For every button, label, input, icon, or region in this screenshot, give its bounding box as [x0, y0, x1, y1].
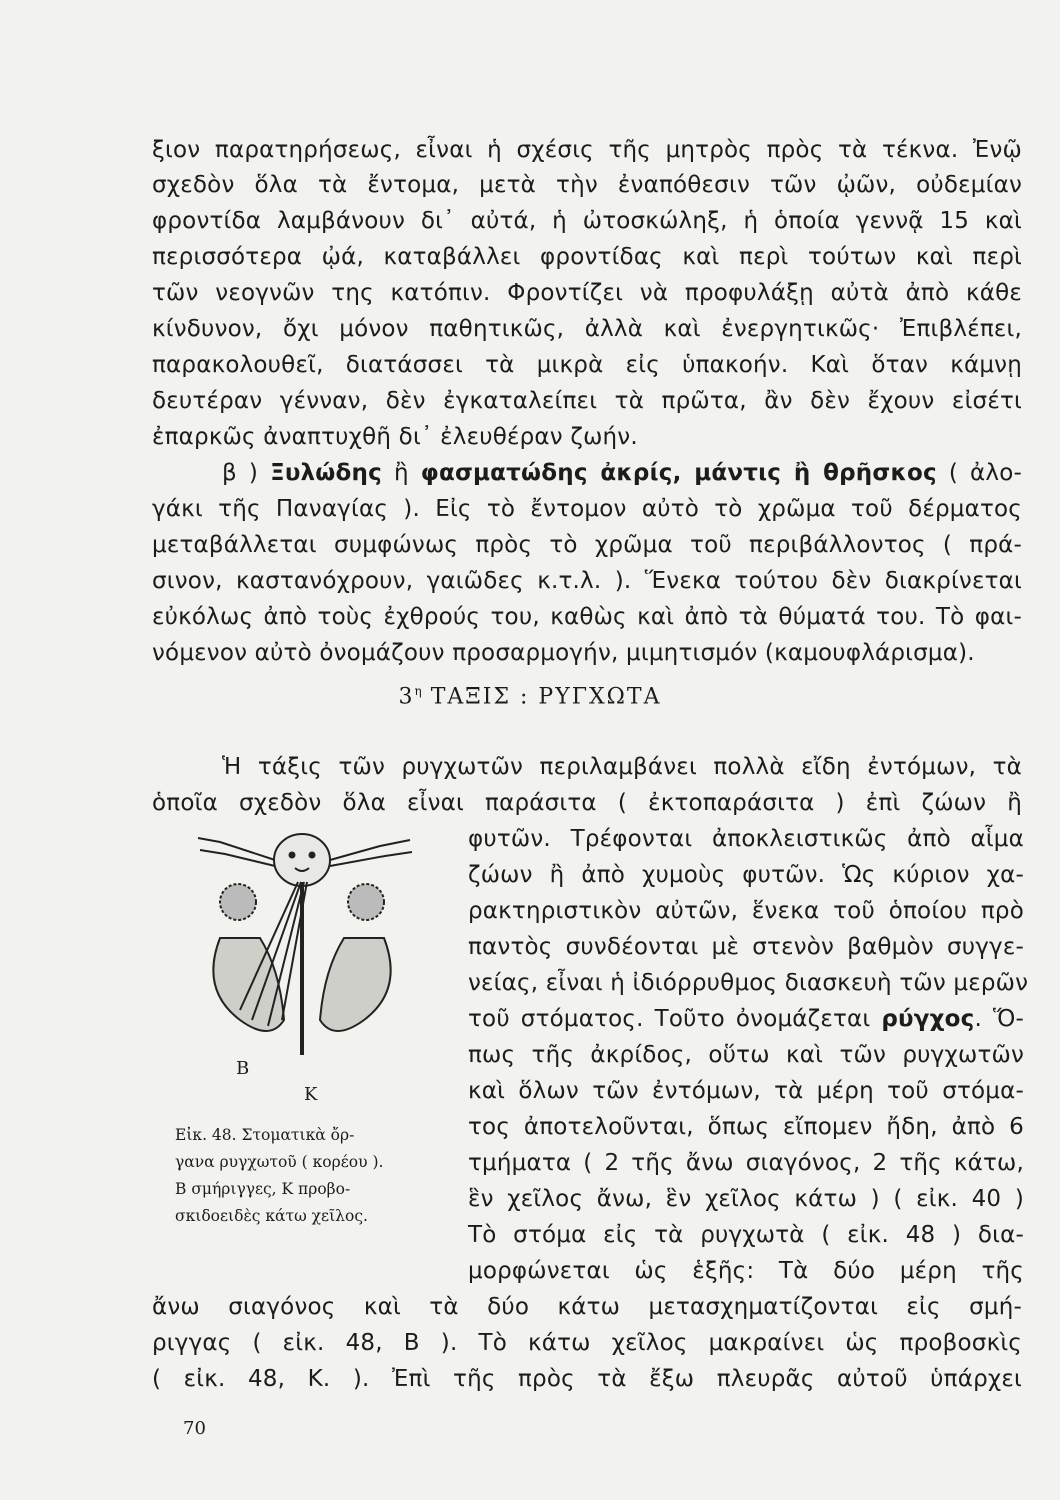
text-line: ξιον παρατηρήσεως, εἶναι ἡ σχέσις τῆς μητρὸς πρὸς τὰ τέκνα. Ἐνῷ: [152, 137, 1022, 163]
figure-48: [180, 820, 450, 1120]
text-line: εὐκόλως ἀπὸ τοὺς ἐχθρούς του, καθὼς καὶ ἀπὸ τὰ θύματά του. Τὸ φαι-: [152, 604, 1022, 630]
text-line: ζώων ἢ ἀπὸ χυμοὺς φυτῶν. Ὡς κύριον χα-: [468, 862, 1024, 888]
figure-label-k: Κ: [304, 1084, 318, 1105]
text-line: καὶ ὅλων τῶν ἐντόμων, τὰ μέρη τοῦ στόμα-: [468, 1078, 1024, 1104]
section-b-suffix: ( ἀλο-: [936, 460, 1023, 486]
text-line: ( εἰκ. 48, Κ. ). Ἐπὶ τῆς πρὸς τὰ ἔξω πλευρᾶς αὐτοῦ ὑπάρχει: [152, 1366, 1022, 1392]
insect-mouthparts-illustration: [180, 820, 450, 1060]
figure-label-b: Β: [236, 1058, 250, 1079]
text-line: τῶν νεογνῶν της κατόπιν. Φροντίζει νὰ προφυλάξῃ αὐτὰ ἀπὸ κάθε: [152, 280, 1022, 306]
text-line: ριγγας ( εἰκ. 48, Β ). Τὸ κάτω χεῖλος μακραίνει ὡς προβοσκὶς: [152, 1330, 1022, 1356]
section-b-prefix: β ): [222, 460, 271, 486]
text-line-rhynchos: [468, 1005, 1024, 1033]
text-line: ἓν χεῖλος ἄνω, ἓν χεῖλος κάτω ) ( εἰκ. 40 ): [468, 1186, 1024, 1212]
text-line: ρακτηριστικὸν αὐτῶν, ἕνεκα τοῦ ὁποίου πρὸ: [468, 898, 1024, 924]
text-line: φυτῶν. Τρέφονται ἀποκλειστικῶς ἀπὸ αἷμα: [468, 826, 1024, 852]
text-line: μεταβάλλεται συμφώνως πρὸς τὸ χρῶμα τοῦ περιβάλλοντος ( πρά-: [152, 532, 1022, 558]
text-line: μορφώνεται ὡς ἑξῆς: Τὰ δύο μέρη τῆς: [468, 1258, 1024, 1284]
page-number: 70: [183, 1418, 206, 1439]
text-line: ὁποῖα σχεδὸν ὅλα εἶναι παράσιτα ( ἐκτοπαράσιτα ) ἐπὶ ζώων ἢ: [152, 790, 1022, 816]
text-line: ἐπαρκῶς ἀναπτυχθῆ δι᾽ ἐλευθέραν ζωήν.: [152, 424, 638, 450]
caption-line: Εἰκ. 48. Στοματικὰ ὄρ-: [175, 1126, 355, 1144]
caption-line: σκιδοειδὲς κάτω χεῖλος.: [175, 1207, 368, 1225]
right-lobe: [320, 938, 391, 1031]
text-line: τμήματα ( 2 τῆς ἄνω σιαγόνος, 2 τῆς κάτω,: [468, 1150, 1024, 1176]
text-span: τοῦ στόματος. Τοῦτο ὀνομάζεται: [468, 1006, 882, 1032]
text-line: τος ἀποτελοῦνται, ὅπως εἴπομεν ἤδη, ἀπὸ 6: [468, 1114, 1024, 1140]
text-line: ἄνω σιαγόνος καὶ τὰ δύο κάτω μετασχηματίζονται εἰς σμή-: [152, 1294, 1022, 1320]
text-line: νόμενον αὐτὸ ὀνομάζουν προσαρμογήν, μιμητισμόν (καμουφλάρισμα).: [152, 640, 975, 666]
section-heading: [0, 684, 1060, 709]
section-number: 3: [398, 684, 415, 710]
section-ordinal: η: [414, 684, 422, 698]
section-b-heading-line: [222, 459, 1022, 487]
text-line: νείας, εἶναι ἡ ἰδιόρρυθμος διασκευὴ τῶν μερῶν: [468, 970, 1029, 996]
caption-line: γανα ρυγχωτοῦ ( κορέου ).: [175, 1153, 384, 1171]
section-b-middle: ἢ: [381, 460, 421, 486]
section-title: ΤΑΞΙΣ : ΡΥΓΧΩΤΑ: [421, 684, 662, 710]
section-b-term-1: Ξυλώδης: [270, 460, 382, 486]
section-b-term-2: φασματώδης ἀκρίς, μάντις ἢ θρῆσκος: [420, 460, 937, 486]
text-line: σινον, καστανόχρουν, γαιῶδες κ.τ.λ. ). Ἕνεκα τούτου δὲν διακρίνεται: [152, 568, 1022, 594]
caption-line: Β σμήριγγες, Κ προβο-: [175, 1180, 351, 1198]
text-line: κίνδυνον, ὄχι μόνον παθητικῶς, ἀλλὰ καὶ ἐνεργητικῶς· Ἐπιβλέπει,: [152, 316, 1022, 342]
text-line: παντὸς συνδέονται μὲ στενὸν βαθμὸν συγγε-: [468, 934, 1024, 960]
text-line: περισσότερα ᾠά, καταβάλλει φροντίδας καὶ περὶ τούτων καὶ περὶ: [152, 244, 1022, 270]
term-rhynchos: ρύγχος: [881, 1006, 975, 1032]
text-line: Ἡ τάξις τῶν ρυγχωτῶν περιλαμβάνει πολλὰ εἴδη ἐντόμων, τὰ: [222, 754, 1022, 780]
left-lobe: [213, 938, 284, 1031]
head-shape: [274, 834, 330, 886]
text-line: φροντίδα λαμβάνουν δι᾽ αὐτά, ἡ ὠτοσκώληξ, ἡ ὁποία γεννᾷ 15 καὶ: [152, 208, 1022, 234]
text-line: Τὸ στόμα εἰς τὰ ρυγχωτὰ ( εἰκ. 48 ) δια-: [468, 1222, 1024, 1248]
text-line: δευτέραν γένναν, δὲν ἐγκαταλείπει τὰ πρῶτα, ἂν δὲν ἔχουν εἰσέτι: [152, 388, 1022, 414]
text-line: πως τῆς ἀκρίδος, οὕτω καὶ τῶν ρυγχωτῶν: [468, 1042, 1024, 1068]
text-line: σχεδὸν ὅλα τὰ ἔντομα, μετὰ τὴν ἐναπόθεσιν τῶν ᾠῶν, οὐδεμίαν: [152, 172, 1022, 198]
text-line: παρακολουθεῖ, διατάσσει τὰ μικρὰ εἰς ὑπακοήν. Καὶ ὅταν κάμνῃ: [152, 352, 1022, 378]
text-span: . Ὅ-: [974, 1006, 1024, 1032]
right-antenna: [330, 840, 410, 860]
text-line: γάκι τῆς Παναγίας ). Εἰς τὸ ἔντομον αὐτὸ τὸ χρῶμα τοῦ δέρματος: [152, 496, 1022, 522]
